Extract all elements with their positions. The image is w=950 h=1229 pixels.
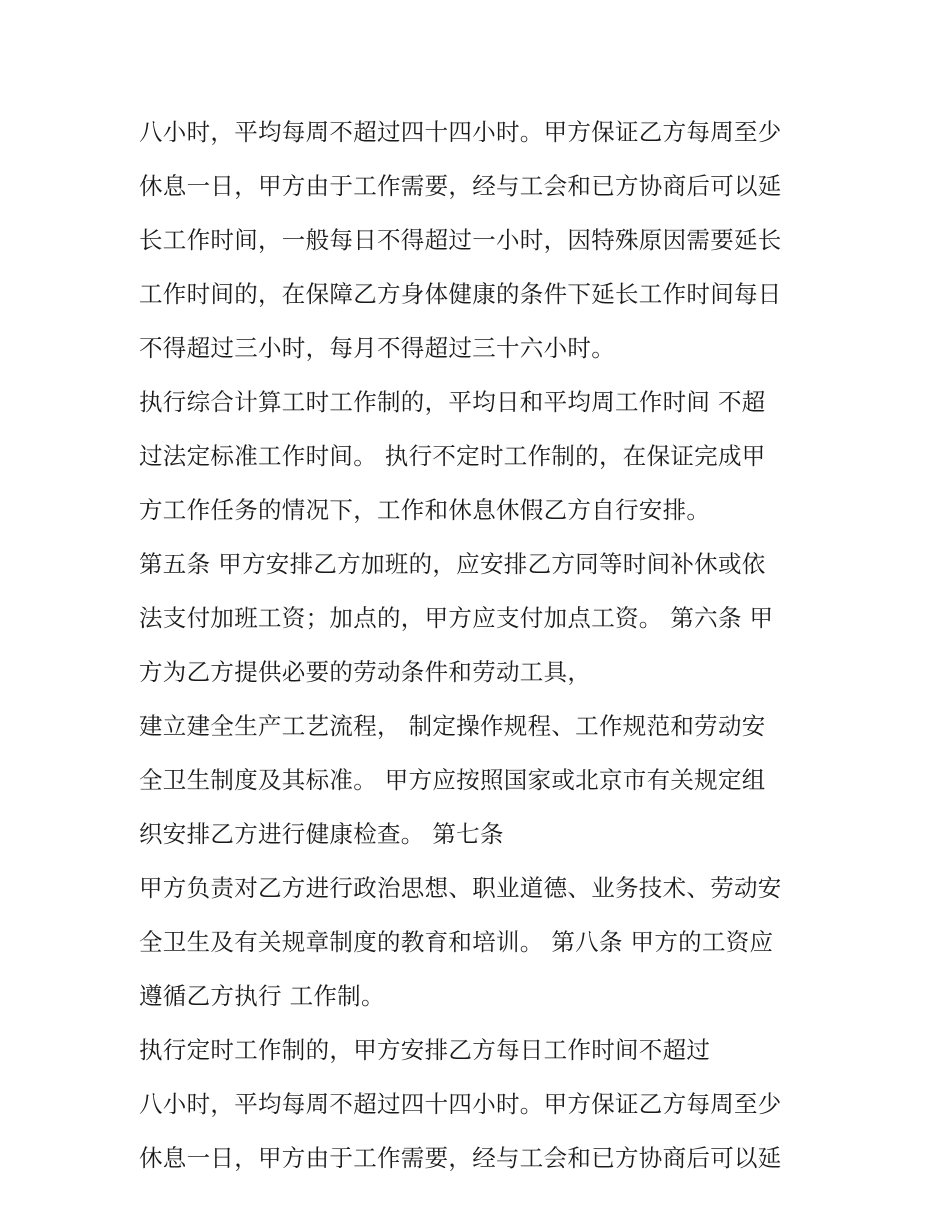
text-line: 过法定标准工作时间。 执行不定时工作制的，在保证完成甲 <box>139 442 766 470</box>
text-line: 遵循乙方执行 工作制。 <box>139 982 385 1010</box>
text-line: 工作时间的，在保障乙方身体健康的条件下延长工作时间每日 <box>139 280 782 308</box>
text-line: 不得超过三小时，每月不得超过三十六小时。 <box>139 334 615 362</box>
text-line: 织安排乙方进行健康检查。 第七条 <box>139 820 504 848</box>
text-line: 休息一日，甲方由于工作需要，经与工会和已方协商后可以延 <box>139 172 782 200</box>
document-body <box>139 105 829 1185</box>
text-line: 八小时，平均每周不超过四十四小时。甲方保证乙方每周至少 <box>139 118 782 146</box>
text-line: 全卫生及有关规章制度的教育和培训。 第八条 甲方的工资应 <box>139 928 774 956</box>
text-line: 休息一日，甲方由于工作需要，经与工会和已方协商后可以延 <box>139 1144 782 1172</box>
text-line: 全卫生制度及其标准。 甲方应按照国家或北京市有关规定组 <box>139 766 766 794</box>
text-line: 方工作任务的情况下，工作和休息休假乙方自行安排。 <box>139 496 711 524</box>
text-line: 第五条 甲方安排乙方加班的，应安排乙方同等时间补休或依 <box>139 550 766 578</box>
text-line: 执行综合计算工时工作制的，平均日和平均周工作时间 不超 <box>139 388 766 416</box>
text-line: 长工作时间，一般每日不得超过一小时，因特殊原因需要延长 <box>139 226 782 254</box>
text-line: 建立建全生产工艺流程， 制定操作规程、工作规范和劳动安 <box>139 712 766 740</box>
text-line: 八小时，平均每周不超过四十四小时。甲方保证乙方每周至少 <box>139 1090 782 1118</box>
text-line: 甲方负责对乙方进行政治思想、职业道德、业务技术、劳动安 <box>139 874 782 902</box>
text-line: 法支付加班工资；加点的，甲方应支付加点工资。 第六条 甲 <box>139 604 774 632</box>
text-line: 执行定时工作制的，甲方安排乙方每日工作时间不超过 <box>139 1036 711 1064</box>
text-line: 方为乙方提供必要的劳动条件和劳动工具， <box>139 658 592 686</box>
